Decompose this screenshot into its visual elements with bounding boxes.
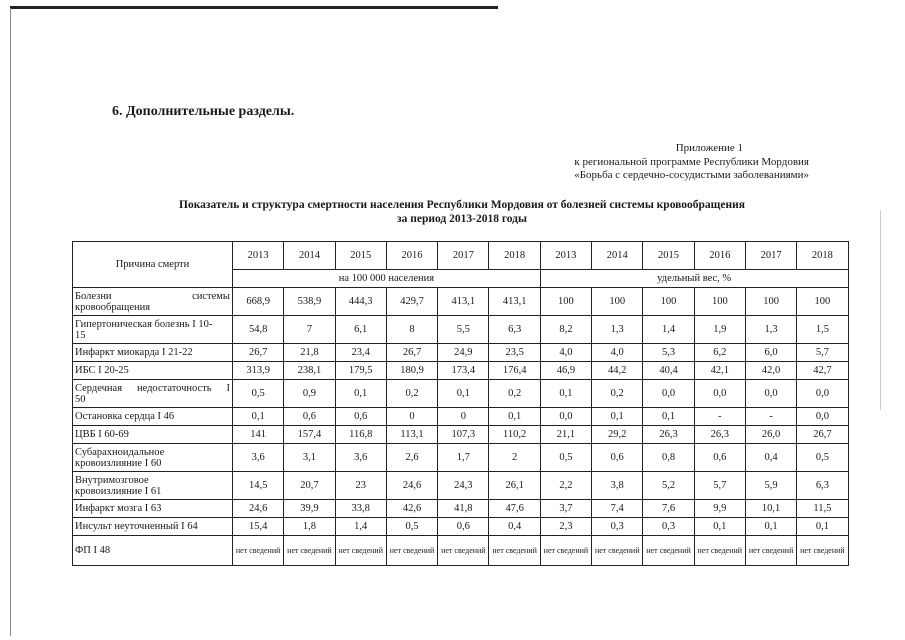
rate-per-100k-cell: 24,6	[233, 500, 284, 518]
table-row	[73, 536, 849, 566]
cause-cell	[73, 380, 233, 408]
rate-per-100k-cell: 141	[233, 426, 284, 444]
rate-per-100k-cell: 313,9	[233, 362, 284, 380]
scan-edge-top	[10, 6, 498, 9]
share-percent-cell: 100	[592, 288, 643, 316]
table-row	[73, 500, 849, 518]
year-header: 2015	[643, 242, 694, 270]
cause-label-line-1: Остановка сердца I 46	[75, 411, 175, 422]
per-100k-group-header: на 100 000 населения	[233, 270, 541, 288]
cause-cell	[73, 362, 233, 380]
table-row	[73, 472, 849, 500]
rate-per-100k-cell: 179,5	[335, 362, 386, 380]
share-percent-cell: 2,2	[540, 472, 591, 500]
share-percent-cell: 0,2	[592, 380, 643, 408]
share-percent-cell: 7,4	[592, 500, 643, 518]
share-percent-cell: 10,1	[745, 500, 796, 518]
share-percent-cell: 11,5	[797, 500, 848, 518]
share-group-header: удельный вес, %	[540, 270, 848, 288]
share-percent-cell: 5,3	[643, 344, 694, 362]
share-percent-cell: 0,0	[540, 408, 591, 426]
share-percent-cell: 0,3	[643, 518, 694, 536]
mortality-table	[72, 241, 849, 566]
share-percent-cell: 0,1	[694, 518, 745, 536]
rate-per-100k-cell: 538,9	[284, 288, 335, 316]
rate-per-100k-cell: 26,7	[386, 344, 437, 362]
share-percent-cell: 3,8	[592, 472, 643, 500]
cause-cell	[73, 444, 233, 472]
rate-per-100k-cell: 0	[438, 408, 489, 426]
rate-per-100k-cell: 1,8	[284, 518, 335, 536]
rate-per-100k-cell: 23	[335, 472, 386, 500]
rate-per-100k-cell: 180,9	[386, 362, 437, 380]
year-header: 2015	[335, 242, 386, 270]
rate-per-100k-cell: 54,8	[233, 316, 284, 344]
appendix-note	[574, 142, 809, 183]
rate-per-100k-cell: 24,9	[438, 344, 489, 362]
appendix-line-1: Приложение 1	[675, 142, 743, 154]
share-percent-cell: 5,2	[643, 472, 694, 500]
share-percent-cell: 26,0	[745, 426, 796, 444]
table-row	[73, 380, 849, 408]
cause-label-line-1: Субарахноидальное	[75, 446, 165, 458]
rate-per-100k-cell: 176,4	[489, 362, 540, 380]
rate-per-100k-cell: 0,1	[438, 380, 489, 408]
table-row	[73, 518, 849, 536]
year-header: 2013	[540, 242, 591, 270]
year-header: 2014	[592, 242, 643, 270]
rate-per-100k-cell: 173,4	[438, 362, 489, 380]
rate-per-100k-cell: 0,6	[284, 408, 335, 426]
share-percent-cell: 1,5	[797, 316, 848, 344]
rate-per-100k-cell: нет сведений	[438, 536, 489, 566]
cause-cell	[73, 426, 233, 444]
scan-edge-right	[880, 210, 881, 410]
year-header: 2018	[489, 242, 540, 270]
share-percent-cell: 0,0	[797, 380, 848, 408]
rate-per-100k-cell: нет сведений	[335, 536, 386, 566]
rate-per-100k-cell: 20,7	[284, 472, 335, 500]
year-header-row	[73, 242, 849, 270]
share-percent-cell: 0,5	[540, 444, 591, 472]
document-title	[95, 198, 829, 226]
cause-label-line-2: кровоизлияние I 60	[75, 457, 162, 469]
rate-per-100k-cell: 39,9	[284, 500, 335, 518]
share-percent-cell: нет сведений	[694, 536, 745, 566]
rate-per-100k-cell: 3,1	[284, 444, 335, 472]
rate-per-100k-cell: 3,6	[335, 444, 386, 472]
cause-label-line-2: кровоизлияние I 61	[75, 485, 162, 497]
share-percent-cell: нет сведений	[592, 536, 643, 566]
cause-label-line-1: Гипертоническая болезнь I 10-	[75, 318, 213, 330]
share-percent-cell: 100	[745, 288, 796, 316]
cause-cell	[73, 536, 233, 566]
table-row	[73, 344, 849, 362]
share-percent-cell: 6,0	[745, 344, 796, 362]
rate-per-100k-cell: 26,1	[489, 472, 540, 500]
rate-per-100k-cell: нет сведений	[233, 536, 284, 566]
cause-cell	[73, 344, 233, 362]
share-percent-cell: 7,6	[643, 500, 694, 518]
share-percent-cell: 21,1	[540, 426, 591, 444]
share-percent-cell: 5,7	[694, 472, 745, 500]
rate-per-100k-cell: 3,6	[233, 444, 284, 472]
rate-per-100k-cell: 41,8	[438, 500, 489, 518]
table-row	[73, 288, 849, 316]
rate-per-100k-cell: 0,6	[438, 518, 489, 536]
rate-per-100k-cell: 0,4	[489, 518, 540, 536]
rate-per-100k-cell: 8	[386, 316, 437, 344]
share-percent-cell: 2,3	[540, 518, 591, 536]
table-row	[73, 316, 849, 344]
rate-per-100k-cell: 24,3	[438, 472, 489, 500]
cause-label-line-1: Болезни системы	[75, 290, 230, 302]
rate-per-100k-cell: 1,4	[335, 518, 386, 536]
share-percent-cell: -	[694, 408, 745, 426]
rate-per-100k-cell: 0,1	[335, 380, 386, 408]
appendix-line-3: «Борьба с сердечно-сосудистыми заболеваниями»	[574, 169, 809, 181]
table-row	[73, 362, 849, 380]
rate-per-100k-cell: 107,3	[438, 426, 489, 444]
year-header: 2014	[284, 242, 335, 270]
rate-per-100k-cell: 0,1	[489, 408, 540, 426]
year-header: 2017	[438, 242, 489, 270]
share-percent-cell: 29,2	[592, 426, 643, 444]
cause-cell	[73, 500, 233, 518]
rate-per-100k-cell: 0,2	[489, 380, 540, 408]
cause-label-line-2: 50	[75, 393, 86, 405]
share-percent-cell: -	[745, 408, 796, 426]
cause-label-line-1: Инфаркт мозга I 63	[75, 503, 162, 514]
rate-per-100k-cell: 42,6	[386, 500, 437, 518]
scan-edge-left	[10, 8, 11, 636]
rate-per-100k-cell: 0,2	[386, 380, 437, 408]
share-percent-cell: 0,0	[643, 380, 694, 408]
cause-label-line-1: Инфаркт миокарда I 21-22	[75, 347, 193, 358]
rate-per-100k-cell: 0,5	[233, 380, 284, 408]
table-row	[73, 426, 849, 444]
rate-per-100k-cell: 2,6	[386, 444, 437, 472]
rate-per-100k-cell: 157,4	[284, 426, 335, 444]
cause-cell	[73, 518, 233, 536]
cause-label-line-1: Инсульт неуточненный I 64	[75, 521, 198, 532]
appendix-line-2: к региональной программе Республики Мордовия	[574, 155, 809, 168]
share-percent-cell: 0,1	[592, 408, 643, 426]
rate-per-100k-cell: 0	[386, 408, 437, 426]
rate-per-100k-cell: 0,5	[386, 518, 437, 536]
year-header: 2017	[745, 242, 796, 270]
share-percent-cell: 0,1	[745, 518, 796, 536]
rate-per-100k-cell: 110,2	[489, 426, 540, 444]
document-title-line-1: Показатель и структура смертности населения Республики Мордовия от болезней системы кровообращения	[179, 199, 745, 211]
share-percent-cell: 26,3	[643, 426, 694, 444]
cause-label-line-1: ИБС I 20-25	[75, 365, 129, 376]
share-percent-cell: 6,2	[694, 344, 745, 362]
share-percent-cell: нет сведений	[643, 536, 694, 566]
share-percent-cell: 6,3	[797, 472, 848, 500]
share-percent-cell: 0,6	[694, 444, 745, 472]
share-percent-cell: 0,5	[797, 444, 848, 472]
share-percent-cell: 0,3	[592, 518, 643, 536]
rate-per-100k-cell: 2	[489, 444, 540, 472]
share-percent-cell: 44,2	[592, 362, 643, 380]
share-percent-cell: 0,6	[592, 444, 643, 472]
cause-cell	[73, 288, 233, 316]
rate-per-100k-cell: нет сведений	[489, 536, 540, 566]
cause-label-line-1: Внутримозговое	[75, 474, 149, 486]
rate-per-100k-cell: нет сведений	[386, 536, 437, 566]
cause-label-line-2: кровообращения	[75, 301, 151, 313]
year-header: 2016	[694, 242, 745, 270]
share-percent-cell: 0,4	[745, 444, 796, 472]
rate-per-100k-cell: 6,1	[335, 316, 386, 344]
share-percent-cell: 0,0	[745, 380, 796, 408]
year-header: 2016	[386, 242, 437, 270]
share-percent-cell: 8,2	[540, 316, 591, 344]
share-percent-cell: 0,8	[643, 444, 694, 472]
share-percent-cell: 0,1	[797, 518, 848, 536]
cause-cell	[73, 316, 233, 344]
rate-per-100k-cell: 116,8	[335, 426, 386, 444]
rate-per-100k-cell: 47,6	[489, 500, 540, 518]
share-percent-cell: 100	[797, 288, 848, 316]
cause-label-line-1: Сердечная недостаточность I	[75, 382, 230, 394]
cause-label-line-2: 15	[75, 329, 86, 341]
share-percent-cell: 0,1	[643, 408, 694, 426]
share-percent-cell: нет сведений	[797, 536, 848, 566]
share-percent-cell: нет сведений	[745, 536, 796, 566]
rate-per-100k-cell: 413,1	[489, 288, 540, 316]
share-percent-cell: 100	[643, 288, 694, 316]
share-percent-cell: 3,7	[540, 500, 591, 518]
share-percent-cell: 1,9	[694, 316, 745, 344]
share-percent-cell: 5,7	[797, 344, 848, 362]
share-percent-cell: 42,0	[745, 362, 796, 380]
share-percent-cell: 1,3	[745, 316, 796, 344]
rate-per-100k-cell: 0,6	[335, 408, 386, 426]
share-percent-cell: 4,0	[540, 344, 591, 362]
share-percent-cell: 26,3	[694, 426, 745, 444]
share-percent-cell: 40,4	[643, 362, 694, 380]
rate-per-100k-cell: 14,5	[233, 472, 284, 500]
document-title-line-2: за период 2013-2018 годы	[397, 213, 527, 225]
rate-per-100k-cell: 6,3	[489, 316, 540, 344]
cause-label-line-1: ФП I 48	[75, 545, 111, 556]
rate-per-100k-cell: 429,7	[386, 288, 437, 316]
rate-per-100k-cell: 238,1	[284, 362, 335, 380]
share-percent-cell: нет сведений	[540, 536, 591, 566]
cause-column-header: Причина смерти	[73, 242, 233, 288]
rate-per-100k-cell: 5,5	[438, 316, 489, 344]
section-title: 6. Дополнительные разделы.	[112, 104, 295, 119]
share-percent-cell: 100	[540, 288, 591, 316]
share-percent-cell: 26,7	[797, 426, 848, 444]
cause-label-line-1: ЦВБ I 60-69	[75, 429, 129, 440]
rate-per-100k-cell: 21,8	[284, 344, 335, 362]
table-row	[73, 444, 849, 472]
rate-per-100k-cell: 15,4	[233, 518, 284, 536]
share-percent-cell: 5,9	[745, 472, 796, 500]
share-percent-cell: 9,9	[694, 500, 745, 518]
rate-per-100k-cell: 0,1	[233, 408, 284, 426]
share-percent-cell: 100	[694, 288, 745, 316]
rate-per-100k-cell: нет сведений	[284, 536, 335, 566]
rate-per-100k-cell: 23,4	[335, 344, 386, 362]
share-percent-cell: 0,0	[694, 380, 745, 408]
share-percent-cell: 1,4	[643, 316, 694, 344]
share-percent-cell: 42,1	[694, 362, 745, 380]
rate-per-100k-cell: 26,7	[233, 344, 284, 362]
rate-per-100k-cell: 23,5	[489, 344, 540, 362]
rate-per-100k-cell: 33,8	[335, 500, 386, 518]
rate-per-100k-cell: 113,1	[386, 426, 437, 444]
year-header: 2018	[797, 242, 848, 270]
share-percent-cell: 0,1	[540, 380, 591, 408]
share-percent-cell: 42,7	[797, 362, 848, 380]
rate-per-100k-cell: 413,1	[438, 288, 489, 316]
cause-cell	[73, 408, 233, 426]
rate-per-100k-cell: 7	[284, 316, 335, 344]
table-row	[73, 408, 849, 426]
share-percent-cell: 46,9	[540, 362, 591, 380]
rate-per-100k-cell: 1,7	[438, 444, 489, 472]
share-percent-cell: 1,3	[592, 316, 643, 344]
rate-per-100k-cell: 444,3	[335, 288, 386, 316]
share-percent-cell: 4,0	[592, 344, 643, 362]
rate-per-100k-cell: 668,9	[233, 288, 284, 316]
share-percent-cell: 0,0	[797, 408, 848, 426]
rate-per-100k-cell: 24,6	[386, 472, 437, 500]
cause-cell	[73, 472, 233, 500]
rate-per-100k-cell: 0,9	[284, 380, 335, 408]
year-header: 2013	[233, 242, 284, 270]
